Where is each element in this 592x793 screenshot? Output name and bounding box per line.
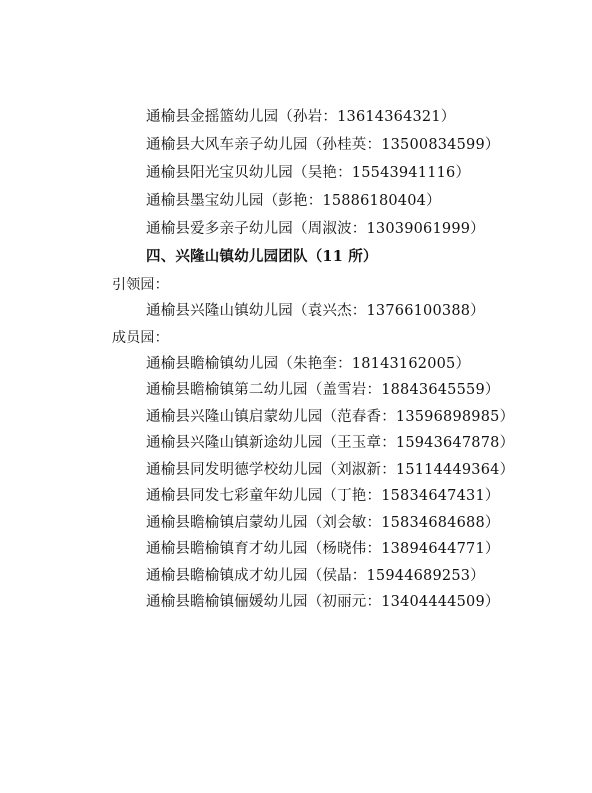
member-item: 通榆县瞻榆镇俪媛幼儿园（初丽元：13404444509）: [146, 594, 500, 610]
lead-label: 引领园：: [112, 277, 169, 293]
member-item: 通榆县瞻榆镇育才幼儿园（杨晓伟：13894644771）: [146, 541, 500, 557]
member-item: 通榆县瞻榆镇幼儿园（朱艳奎：18143162005）: [146, 356, 471, 372]
member-item: 通榆县瞻榆镇第二幼儿园（盖雪岩：18843645559）: [146, 382, 500, 398]
list-item: 通榆县爱多亲子幼儿园（周淑波：13039061999）: [146, 221, 485, 237]
section-heading: 四、兴隆山镇幼儿园团队（11 所）: [146, 248, 378, 265]
member-item: 通榆县同发明德学校幼儿园（刘淑新：15114449364）: [146, 462, 515, 478]
list-item: 通榆县金摇篮幼儿园（孙岩：13614364321）: [146, 109, 456, 125]
member-label: 成员园：: [112, 330, 169, 346]
member-item: 通榆县兴隆山镇启蒙幼儿园（范春香：13596898985）: [146, 409, 515, 425]
member-item: 通榆县兴隆山镇新途幼儿园（王玉章：15943647878）: [146, 435, 515, 451]
list-item: 通榆县墨宝幼儿园（彭艳：15886180404）: [146, 193, 441, 209]
member-item: 通榆县瞻榆镇启蒙幼儿园（刘会敏：15834684688）: [146, 515, 500, 531]
lead-item: 通榆县兴隆山镇幼儿园（袁兴杰：13766100388）: [146, 303, 485, 319]
list-item: 通榆县阳光宝贝幼儿园（吴艳：15543941116）: [146, 165, 471, 181]
member-item: 通榆县同发七彩童年幼儿园（丁艳：15834647431）: [146, 488, 500, 504]
member-item: 通榆县瞻榆镇成才幼儿园（侯晶：15944689253）: [146, 568, 485, 584]
list-item: 通榆县大风车亲子幼儿园（孙桂英：13500834599）: [146, 137, 500, 153]
